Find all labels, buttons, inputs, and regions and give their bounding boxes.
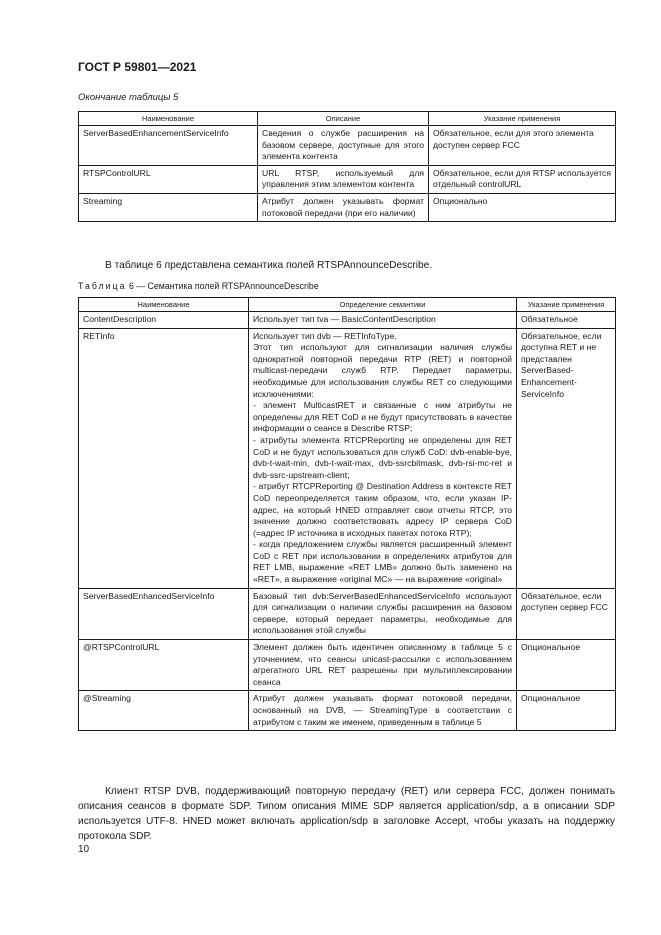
table-row xyxy=(79,126,616,166)
table6-cell-name: ContentDescription xyxy=(79,312,249,329)
table6-cell-semantics xyxy=(249,588,517,639)
table-6 xyxy=(78,297,616,731)
table6-caption xyxy=(78,281,319,291)
semantics-line: Базовый тип dvb:ServerBasedEnhancedServiceInfo используют для сигнализации о наличии службы расширения на базовом сервере, который передает параметры, необходимые для использования этой службы xyxy=(253,590,512,636)
table5-cell-name: ServerBasedEnhancementServiceInfo xyxy=(79,126,258,166)
table6-header-semantics: Определение семантики xyxy=(249,298,517,312)
table6-cell-usage: Опциональное xyxy=(517,640,616,691)
table5-caption: Окончание таблицы 5 xyxy=(78,92,179,103)
table5-header-row xyxy=(79,112,616,126)
table6-header-row xyxy=(79,298,616,312)
table6-cell-usage: Опциональное xyxy=(517,691,616,731)
table5-cell-description: Сведения о службе расширения на базовом сервере, доступные для этого элемента контента xyxy=(258,126,429,166)
semantics-line: Использует тип dvb — RETInfoType. xyxy=(253,330,397,341)
table6-cell-usage: Обязательное, если доступна RET и не представлен ServerBased-Enhancement-ServiceInfo xyxy=(517,328,616,588)
semantics-line: - атрибут RTCPReporting @ Destination Address в контексте RET CoD переопределяется таким образом, что, если указан IP-адрес, на который HNED отправляет свои отчеты RTCP, это значение должно соответствовать адресу IP сервера CoD (=адрес IP источника в исходных пакетах потока RTP); xyxy=(253,481,512,538)
table5-header-name: Наименование xyxy=(79,112,258,126)
semantics-line: - элемент MulticastRET и связанные с ним атрибуты не определены для RET CoD и не будут присутствовать в качестве информации о сеансе в Describe RTSP; xyxy=(253,400,512,434)
semantics-line: Атрибут должен указывать формат потоковой передачи, основанный на DVB, — StreamingType в соответствии с атрибутом с таким же именем, приведенным в таблице 5 xyxy=(253,693,512,727)
table6-cell-semantics xyxy=(249,691,517,731)
table5-cell-description: Атрибут должен указывать формат потоковой передачи (при его наличии) xyxy=(258,193,429,221)
table6-cell-semantics xyxy=(249,640,517,691)
table6-header-usage: Указание применения xyxy=(517,298,616,312)
table6-cell-semantics xyxy=(249,328,517,588)
table-row xyxy=(79,328,616,588)
paragraph-rtsp-client: Клиент RTSP DVB, поддерживающий повторную передачу (RET) или сервера FCC, должен понимать описания сеансов в формате SDP. Типом описания MIME SDP является application/sdp, а в описании SDP используется UTF-8. HNED может включать application/sdp в заголовке Accept, чтобы указать на поддержку протокола SDP. xyxy=(78,786,615,842)
table6-caption-text: 6 — Семантика полей RTSPAnnounceDescribe xyxy=(128,281,319,291)
semantics-line: Использует тип tva — BasicContentDescription xyxy=(253,314,436,324)
paragraph-intro-table6: В таблице 6 представлена семантика полей RTSPAnnounceDescribe. xyxy=(105,260,433,271)
table5-cell-description: URL RTSP, используемый для управления этим элементом контента xyxy=(258,165,429,193)
semantics-line: - когда предложением службы является расширенный элемент CoD с RET при использовании в определениях атрибутов для RET LMB, выражение «RET LMB» должно быть заменено на «RET», а выражение «original MC» — на выражение «original» xyxy=(253,539,512,585)
table-row xyxy=(79,640,616,691)
document-header: ГОСТ Р 59801—2021 xyxy=(78,60,197,74)
table6-cell-usage: Обязательное, если доступен сервер FCC xyxy=(517,588,616,639)
table5-cell-usage: Обязательное, если для этого элемента доступен сервер FCC xyxy=(429,126,616,166)
table6-cell-name: RETInfo xyxy=(79,328,249,588)
table6-cell-usage: Обязательное xyxy=(517,312,616,329)
table-row xyxy=(79,588,616,639)
table6-cell-semantics xyxy=(249,312,517,329)
table-row xyxy=(79,193,616,221)
table-row xyxy=(79,165,616,193)
table6-caption-prefix: Таблица xyxy=(78,281,127,291)
page-number: 10 xyxy=(78,844,90,855)
semantics-line: Элемент должен быть идентичен описанному в таблице 5 с уточнением, что сеансы unicast-рассылки с использованием агрегатного URL RET разрешены при мультиплексировании сеанса xyxy=(253,642,512,687)
table5-cell-usage: Опционально xyxy=(429,193,616,221)
table5-cell-name: RTSPControlURL xyxy=(79,165,258,193)
table6-cell-name: @Streaming xyxy=(79,691,249,731)
table-5 xyxy=(78,111,616,222)
table5-cell-name: Streaming xyxy=(79,193,258,221)
table-row xyxy=(79,691,616,731)
table6-cell-name: @RTSPControlURL xyxy=(79,640,249,691)
table6-cell-name: ServerBasedEnhancedServiceInfo xyxy=(79,588,249,639)
semantics-line: Этот тип используют для сигнализации наличия службы однократной повторной передачи RTP (RET) и повторной multicast-передачи служб RTP. Передает параметры, необходимые для использования службы RET со следующими исключениями: xyxy=(253,342,512,399)
table5-cell-usage: Обязательное, если для RTSP используется отдельный controlURL xyxy=(429,165,616,193)
semantics-line: - атрибуты элемента RTCPReporting не определены для RET CoD и не будут использоваться для служб CoD: dvb-enable-bye, dvb-t-wait-min, dvb-t-wait-max, dvb-ssrcbitmask, dvb-rsi-mc-ret и dvb-ssrc-upstream-client; xyxy=(253,434,512,480)
table5-header-description: Описание xyxy=(258,112,429,126)
table5-header-usage: Указание применения xyxy=(429,112,616,126)
table-row xyxy=(79,312,616,329)
table6-header-name: Наименование xyxy=(79,298,249,312)
